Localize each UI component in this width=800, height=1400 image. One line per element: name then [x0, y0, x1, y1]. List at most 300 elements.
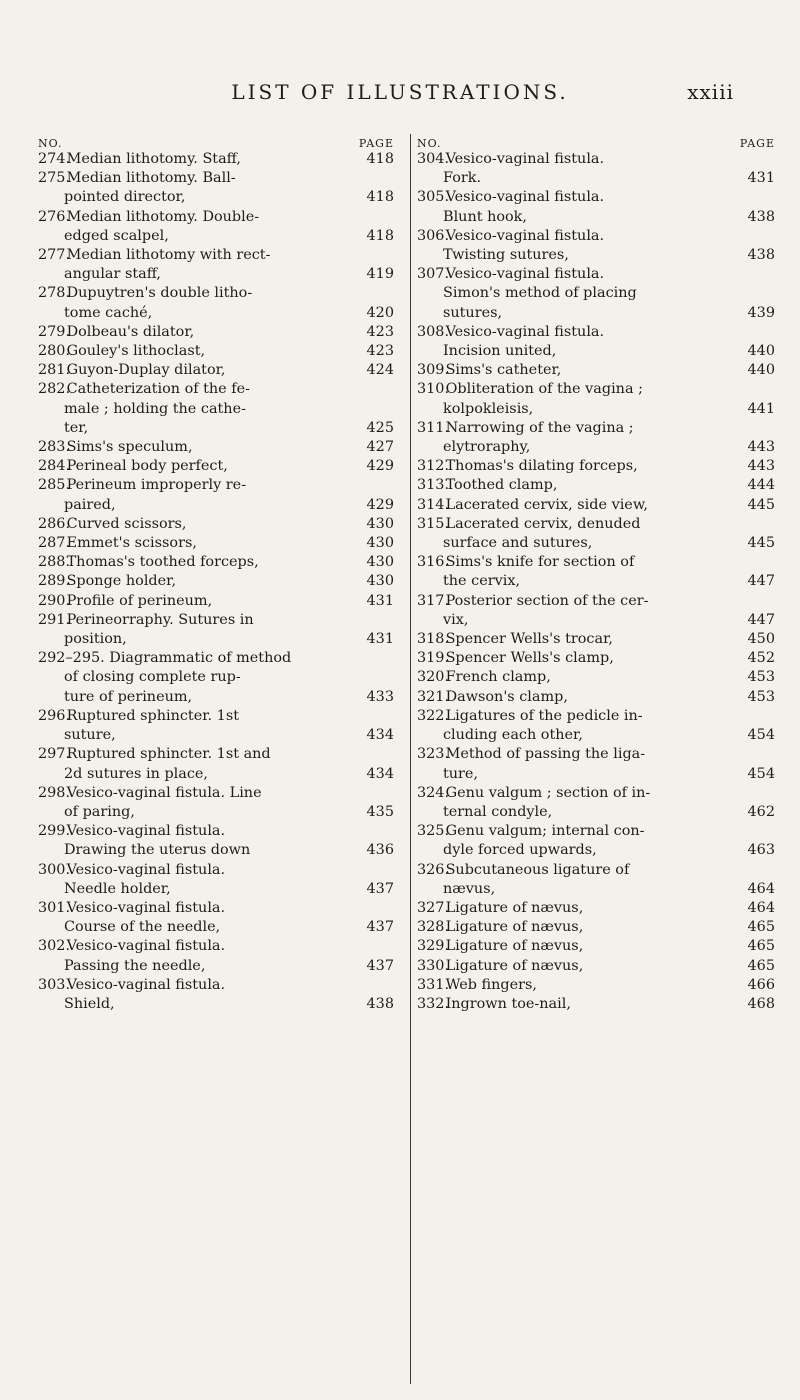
list-item	[417, 592, 777, 630]
list-item	[38, 707, 396, 745]
entry-number: 327.	[417, 899, 450, 916]
entry-page: 431	[747, 170, 775, 187]
entry-text: paired,	[64, 496, 116, 513]
entry-page: 418	[366, 227, 394, 244]
entry-list	[38, 150, 396, 1014]
entry-number: 321.	[417, 688, 450, 705]
entry-line	[417, 496, 777, 515]
entry-page: 440	[747, 362, 775, 379]
entry-number: 282.	[38, 381, 71, 398]
entry-number: 328.	[417, 919, 450, 936]
entry-page: 437	[366, 957, 394, 974]
list-item	[38, 457, 396, 476]
entry-page: 447	[747, 573, 775, 590]
entry-number: 298.	[38, 784, 71, 801]
entry-page: 465	[747, 938, 775, 955]
entry-line	[417, 572, 777, 591]
entry-text: Perineum improperly re-	[66, 477, 247, 494]
list-item	[38, 246, 396, 284]
entry-text: of closing complete rup-	[64, 669, 241, 686]
entry-line	[417, 208, 777, 227]
entry-page: 437	[366, 880, 394, 897]
entry-text: Guyon-Duplay dilator,	[66, 362, 226, 379]
entry-page: 454	[747, 765, 775, 782]
entry-line	[38, 476, 396, 495]
entry-page: 453	[747, 688, 775, 705]
list-item	[38, 380, 396, 438]
entry-page: 423	[366, 323, 394, 340]
list-item	[38, 208, 396, 246]
entry-text: angular staff,	[64, 266, 161, 283]
entry-line	[417, 457, 777, 476]
entry-page: 441	[747, 400, 775, 417]
list-item	[417, 745, 777, 783]
entry-page: 453	[747, 669, 775, 686]
entry-line	[417, 822, 777, 841]
entry-line	[417, 803, 777, 822]
entry-line	[417, 476, 777, 495]
entry-text: Ruptured sphincter. 1st	[66, 707, 239, 724]
entry-page: 418	[366, 189, 394, 206]
list-item	[38, 361, 396, 380]
entry-line	[38, 880, 396, 899]
entry-number: 320.	[417, 669, 450, 686]
entry-line	[38, 688, 396, 707]
entry-text: Shield,	[64, 995, 115, 1012]
entry-page: 430	[366, 573, 394, 590]
entry-number: 304.	[417, 151, 450, 167]
entry-text: Curved scissors,	[66, 515, 187, 532]
entry-line	[417, 630, 777, 649]
entry-line	[417, 284, 777, 303]
entry-text: Method of passing the liga-	[445, 746, 646, 763]
entry-number: 313.	[417, 477, 450, 494]
entry-line	[417, 784, 777, 803]
entry-number: 324.	[417, 784, 450, 801]
entry-text: Thomas's dilating forceps,	[445, 458, 638, 475]
entry-line	[38, 630, 396, 649]
entry-line	[38, 822, 396, 841]
entry-line	[38, 227, 396, 246]
entry-text: ter,	[64, 419, 89, 436]
entry-line	[38, 841, 396, 860]
entry-page: 435	[366, 803, 394, 820]
entry-line	[417, 957, 777, 976]
entry-number: 325.	[417, 823, 450, 840]
entry-page: 431	[366, 631, 394, 648]
entry-line	[417, 726, 777, 745]
entry-text: Profile of perineum,	[66, 592, 213, 609]
list-item	[38, 611, 396, 649]
entry-text: Vesico-vaginal fistula.	[445, 189, 605, 206]
entry-number: 275.	[38, 170, 71, 187]
entry-text: Vesico-vaginal fistula. Line	[66, 784, 262, 801]
entry-page: 438	[747, 208, 775, 225]
entry-line	[38, 592, 396, 611]
list-item	[417, 150, 777, 188]
page-label: PAGE	[358, 137, 394, 150]
entry-page: 443	[747, 458, 775, 475]
entry-number: 326.	[417, 861, 450, 878]
entry-text: Ligatures of the pedicle in-	[445, 707, 643, 724]
entry-page: 466	[747, 976, 775, 993]
entry-page: 468	[747, 995, 775, 1012]
entry-number: 292–295.	[38, 650, 105, 667]
entry-line	[38, 553, 396, 572]
entry-page: 464	[747, 899, 775, 916]
entry-line	[38, 899, 396, 918]
entry-number: 279.	[38, 323, 71, 340]
list-item	[417, 476, 777, 495]
entry-number: 302.	[38, 938, 71, 955]
entry-text: Obliteration of the vagina ;	[445, 381, 643, 398]
entry-line	[417, 918, 777, 937]
list-item	[38, 861, 396, 899]
entry-page: 434	[366, 765, 394, 782]
entry-number: 283.	[38, 439, 71, 456]
entry-text: kolpokleisis,	[443, 400, 534, 417]
no-label: NO.	[38, 137, 63, 150]
list-item	[38, 572, 396, 591]
entry-text: Posterior section of the cer-	[445, 592, 649, 609]
entry-text: Vesico-vaginal fistula.	[445, 227, 605, 244]
entry-line	[417, 438, 777, 457]
list-item	[38, 784, 396, 822]
entry-text: Vesico-vaginal fistula.	[445, 266, 605, 283]
entry-line	[38, 707, 396, 726]
entry-text: Median lithotomy. Ball-	[66, 170, 236, 187]
no-label: NO.	[417, 137, 442, 150]
list-item	[417, 515, 777, 553]
list-item	[417, 822, 777, 860]
entry-text: ternal condyle,	[443, 803, 553, 820]
entry-line	[417, 688, 777, 707]
entry-line	[417, 880, 777, 899]
entry-number: 310.	[417, 381, 450, 398]
entry-line	[38, 572, 396, 591]
entry-line	[38, 265, 396, 284]
entry-line	[417, 611, 777, 630]
entry-text: Thomas's toothed forceps,	[66, 554, 259, 571]
entry-line	[417, 150, 777, 169]
entry-text: Simon's method of placing	[443, 285, 637, 302]
entry-text: Blunt hook,	[443, 208, 527, 225]
entry-text: Emmet's scissors,	[66, 535, 197, 552]
entry-line	[38, 284, 396, 303]
list-item	[417, 861, 777, 899]
entry-page: 420	[366, 304, 394, 321]
entry-line	[417, 668, 777, 687]
entry-text: Ingrown toe-nail,	[445, 995, 571, 1012]
entry-text: Vesico-vaginal fistula.	[66, 823, 226, 840]
entry-number: 290.	[38, 592, 71, 609]
entry-line	[38, 246, 396, 265]
entry-line	[38, 745, 396, 764]
entry-line	[38, 496, 396, 515]
list-item	[417, 707, 777, 745]
entry-text: position,	[64, 631, 127, 648]
entry-line	[38, 784, 396, 803]
entry-text: Toothed clamp,	[445, 477, 558, 494]
page-label: PAGE	[739, 137, 775, 150]
entry-line	[417, 419, 777, 438]
entry-line	[417, 592, 777, 611]
entry-text: tome caché,	[64, 304, 153, 321]
entry-line	[417, 765, 777, 784]
entry-text: Diagrammatic of method	[109, 650, 292, 667]
entry-line	[417, 745, 777, 764]
entry-text: Incision united,	[443, 343, 557, 360]
entry-page: 424	[366, 362, 394, 379]
entry-text: Ligature of nævus,	[445, 938, 584, 955]
entry-text: Dawson's clamp,	[445, 688, 568, 705]
entry-line	[38, 304, 396, 323]
list-item	[38, 553, 396, 572]
entry-page: 438	[366, 995, 394, 1012]
list-item	[417, 668, 777, 687]
entry-text: male ; holding the cathe-	[64, 400, 246, 417]
entry-line	[417, 937, 777, 956]
entry-line	[38, 188, 396, 207]
entry-line	[38, 995, 396, 1014]
entry-line	[417, 553, 777, 572]
entry-text: Ruptured sphincter. 1st and	[66, 746, 271, 763]
list-item	[417, 188, 777, 226]
list-item	[417, 937, 777, 956]
entry-line	[417, 342, 777, 361]
entry-number: 312.	[417, 458, 450, 475]
list-item	[417, 361, 777, 380]
list-item	[417, 457, 777, 476]
entry-number: 306.	[417, 227, 450, 244]
entry-line	[417, 649, 777, 668]
entry-line	[417, 707, 777, 726]
entry-line	[417, 188, 777, 207]
entry-page: 464	[747, 880, 775, 897]
list-item	[417, 976, 777, 995]
entry-page: 452	[747, 650, 775, 667]
entry-text: Twisting sutures,	[443, 247, 569, 264]
entry-page: 450	[747, 631, 775, 648]
entry-text: Genu valgum ; section of in-	[445, 784, 651, 801]
entry-page: 423	[366, 343, 394, 360]
entry-page: 454	[747, 727, 775, 744]
entry-line	[417, 976, 777, 995]
list-item	[417, 380, 777, 418]
entry-number: 278.	[38, 285, 71, 302]
entry-page: 429	[366, 496, 394, 513]
entry-line	[417, 380, 777, 399]
list-item	[38, 534, 396, 553]
entry-number: 315.	[417, 515, 450, 532]
entry-text: Vesico-vaginal fistula.	[66, 976, 226, 993]
entry-line	[417, 323, 777, 342]
entry-text: Genu valgum; internal con-	[445, 823, 645, 840]
entry-line	[38, 918, 396, 937]
entry-text: Median lithotomy. Double-	[66, 208, 260, 225]
entry-line	[38, 976, 396, 995]
entry-number: 280.	[38, 343, 71, 360]
entry-number: 274.	[38, 151, 71, 167]
entry-text: edged scalpel,	[64, 227, 169, 244]
column-header	[38, 134, 396, 150]
entry-page: 418	[366, 151, 394, 167]
entry-line	[38, 649, 396, 668]
entry-text: sutures,	[443, 304, 503, 321]
entry-page: 465	[747, 919, 775, 936]
left-column	[38, 134, 396, 1014]
page-title: LIST OF ILLUSTRATIONS.	[231, 80, 569, 104]
entry-number: 317.	[417, 592, 450, 609]
list-item	[38, 976, 396, 1014]
entry-line	[38, 380, 396, 399]
entry-text: Vesico-vaginal fistula.	[445, 151, 605, 167]
entry-text: Lacerated cervix, side view,	[445, 496, 649, 513]
entry-number: 316.	[417, 554, 450, 571]
entry-number: 308.	[417, 323, 450, 340]
entry-list	[417, 150, 777, 1014]
entry-page: 437	[366, 919, 394, 936]
entry-number: 330.	[417, 957, 450, 974]
entry-text: Vesico-vaginal fistula.	[445, 323, 605, 340]
entry-text: Dolbeau's dilator,	[66, 323, 195, 340]
entry-page: 436	[366, 842, 394, 859]
column-header	[417, 134, 777, 150]
list-item	[417, 553, 777, 591]
entry-line	[417, 227, 777, 246]
entry-number: 281.	[38, 362, 71, 379]
entry-line	[38, 957, 396, 976]
entry-line	[38, 861, 396, 880]
list-item	[38, 150, 396, 169]
entry-text: Sponge holder,	[66, 573, 177, 590]
list-item	[38, 515, 396, 534]
entry-number: 301.	[38, 899, 71, 916]
entry-text: of paring,	[64, 803, 135, 820]
list-item	[38, 476, 396, 514]
entry-number: 287.	[38, 535, 71, 552]
entry-page: 443	[747, 439, 775, 456]
entry-page: 419	[366, 266, 394, 283]
entry-text: Sims's catheter,	[445, 362, 562, 379]
entry-text: Ligature of nævus,	[445, 899, 584, 916]
entry-number: 289.	[38, 573, 71, 590]
entry-number: 284.	[38, 458, 71, 475]
entry-text: Lacerated cervix, denuded	[445, 515, 641, 532]
entry-line	[38, 457, 396, 476]
entry-text: Spencer Wells's clamp,	[445, 650, 614, 667]
entry-text: Ligature of nævus,	[445, 957, 584, 974]
entry-number: 322.	[417, 707, 450, 724]
entry-text: Ligature of nævus,	[445, 919, 584, 936]
entry-text: Course of the needle,	[64, 919, 221, 936]
entry-text: the cervix,	[443, 573, 521, 590]
entry-number: 276.	[38, 208, 71, 225]
entry-text: Median lithotomy with rect-	[66, 247, 271, 264]
entry-line	[38, 150, 396, 169]
entry-text: Web fingers,	[445, 976, 537, 993]
entry-line	[38, 419, 396, 438]
entry-line	[38, 803, 396, 822]
entry-page: 439	[747, 304, 775, 321]
entry-line	[417, 841, 777, 860]
entry-text: dyle forced upwards,	[443, 842, 597, 859]
entry-line	[38, 534, 396, 553]
entry-text: Sims's knife for section of	[445, 554, 635, 571]
entry-line	[417, 995, 777, 1014]
entry-line	[38, 438, 396, 457]
entry-line	[417, 304, 777, 323]
entry-line	[417, 361, 777, 380]
entry-line	[38, 726, 396, 745]
entry-page: 425	[366, 419, 394, 436]
entry-number: 329.	[417, 938, 450, 955]
list-item	[38, 899, 396, 937]
entry-text: vix,	[443, 611, 469, 628]
entry-page: 434	[366, 727, 394, 744]
entry-number: 296.	[38, 707, 71, 724]
entry-line	[417, 515, 777, 534]
page-number: xxiii	[687, 80, 734, 104]
entry-number: 297.	[38, 746, 71, 763]
entry-number: 291.	[38, 611, 71, 628]
entry-text: Gouley's lithoclast,	[66, 343, 206, 360]
list-item	[38, 342, 396, 361]
entry-line	[417, 899, 777, 918]
list-item	[38, 649, 396, 707]
entry-line	[38, 361, 396, 380]
entry-text: ture of perineum,	[64, 688, 193, 705]
entry-text: Narrowing of the vagina ;	[445, 419, 634, 436]
entry-number: 285.	[38, 477, 71, 494]
entry-text: Sims's speculum,	[66, 439, 193, 456]
entry-number: 332.	[417, 995, 450, 1012]
entry-text: Perineorraphy. Sutures in	[66, 611, 254, 628]
entry-line	[38, 611, 396, 630]
entry-page: 433	[366, 688, 394, 705]
entry-text: 2d sutures in place,	[64, 765, 208, 782]
entry-text: Vesico-vaginal fistula.	[66, 861, 226, 878]
list-item	[38, 284, 396, 322]
list-item	[417, 630, 777, 649]
entry-page: 430	[366, 535, 394, 552]
entry-text: Passing the needle,	[64, 957, 206, 974]
entry-line	[38, 668, 396, 687]
entry-page: 447	[747, 611, 775, 628]
entry-text: Vesico-vaginal fistula.	[66, 899, 226, 916]
list-item	[38, 169, 396, 207]
entry-line	[38, 765, 396, 784]
entry-line	[38, 342, 396, 361]
entry-number: 300.	[38, 861, 71, 878]
entry-text: Median lithotomy. Staff,	[66, 151, 241, 167]
entry-line	[417, 169, 777, 188]
entry-text: Drawing the uterus down	[64, 842, 251, 859]
entry-number: 319.	[417, 650, 450, 667]
page-header	[0, 80, 800, 104]
entry-page: 427	[366, 439, 394, 456]
list-item	[417, 899, 777, 918]
entry-number: 305.	[417, 189, 450, 206]
entry-text: cluding each other,	[443, 727, 583, 744]
entry-number: 331.	[417, 976, 450, 993]
entry-number: 309.	[417, 362, 450, 379]
entry-page: 445	[747, 496, 775, 513]
entry-text: nævus,	[443, 880, 496, 897]
entry-text: Fork.	[443, 170, 482, 187]
entry-line	[417, 861, 777, 880]
entry-page: 438	[747, 247, 775, 264]
